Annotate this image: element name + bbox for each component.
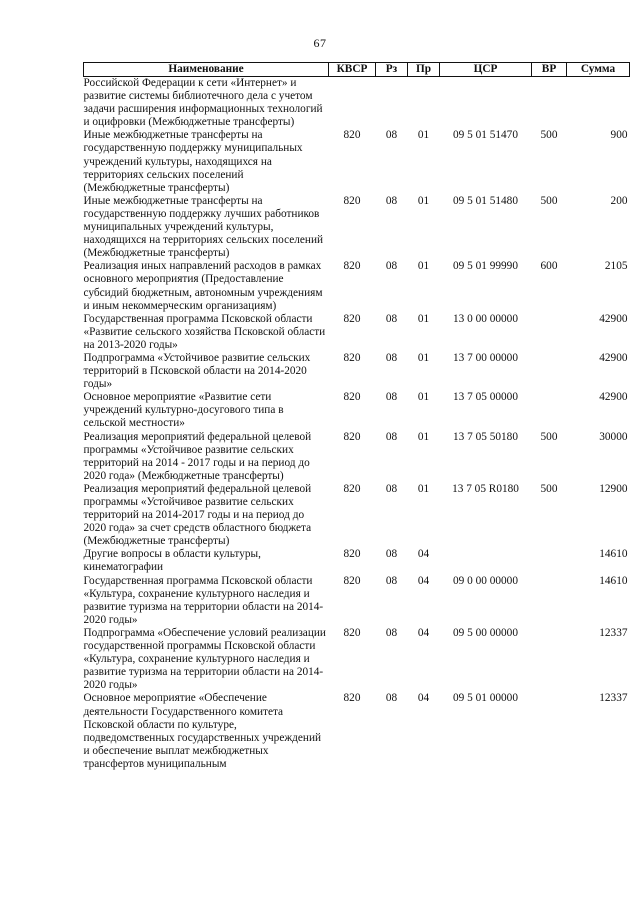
row-rz: 08 bbox=[385, 482, 398, 495]
row-vr bbox=[532, 352, 567, 391]
row-kvsr: 820 bbox=[343, 391, 361, 404]
table-row bbox=[84, 195, 630, 260]
row-pr: 01 bbox=[417, 430, 430, 443]
row-name: Реализация иных направлений расходов в рамках основного мероприятия (Предоставление субсидий бюджетным, автономным учреждениям и иным некоммерческим организациям) bbox=[83, 260, 323, 312]
row-csr: 09 5 00 00000 bbox=[453, 626, 518, 639]
row-rz: 08 bbox=[385, 312, 398, 325]
row-kvsr: 820 bbox=[343, 692, 361, 705]
row-sum: 900 bbox=[610, 129, 628, 142]
row-vr bbox=[532, 575, 567, 627]
row-pr: 01 bbox=[417, 312, 430, 325]
row-sum: 14610 bbox=[599, 548, 628, 561]
row-csr: 13 7 05 50180 bbox=[453, 430, 518, 443]
row-csr: 09 5 01 00000 bbox=[453, 692, 518, 705]
row-vr bbox=[532, 391, 567, 430]
row-pr: 04 bbox=[417, 626, 430, 639]
row-pr: 01 bbox=[417, 129, 430, 142]
row-csr: 09 5 01 99990 bbox=[453, 260, 518, 273]
row-sum: 42900 bbox=[599, 312, 628, 325]
header-name: Наименование bbox=[84, 63, 329, 77]
page-number: 67 bbox=[313, 36, 327, 50]
row-vr: 500 bbox=[540, 194, 558, 207]
row-rz: 08 bbox=[385, 430, 398, 443]
row-vr bbox=[532, 548, 567, 574]
row-kvsr: 820 bbox=[343, 260, 361, 273]
row-rz bbox=[376, 77, 408, 130]
row-name: Реализация мероприятий федеральной целевой программы «Устойчивое развитие сельских территорий на 2014-2017 годы и на период до 2020 года» за счет средств областного бюджета (Межбюджетные трансферты) bbox=[83, 482, 312, 548]
row-kvsr bbox=[329, 77, 376, 130]
row-vr bbox=[532, 692, 567, 771]
row-pr: 01 bbox=[417, 391, 430, 404]
table-row bbox=[84, 352, 630, 391]
row-name: Государственная программа Псковской области «Развитие сельского хозяйства Псковской области на 2013-2020 годы» bbox=[83, 312, 326, 351]
row-name: Основное мероприятие «Обеспечение деятельности Государственного комитета Псковской области по культуре, подведомственных государственных учреждений и обеспечение выплат межбюджетных трансфертов муниципальным bbox=[83, 692, 322, 770]
row-sum: 30000 bbox=[599, 430, 628, 443]
header-csr: ЦСР bbox=[440, 63, 532, 77]
row-name: Российской Федерации к сети «Интернет» и развитие системы библиотечного дела с учетом задачи расширения информационных технологий и оцифровки (Межбюджетные трансферты) bbox=[83, 77, 323, 129]
table-row bbox=[84, 548, 630, 574]
table-row bbox=[84, 692, 630, 771]
row-csr: 13 0 00 00000 bbox=[453, 312, 518, 325]
row-kvsr: 820 bbox=[343, 351, 361, 364]
row-pr bbox=[408, 77, 440, 130]
row-vr: 500 bbox=[540, 129, 558, 142]
row-pr: 01 bbox=[417, 260, 430, 273]
row-kvsr: 820 bbox=[343, 574, 361, 587]
row-kvsr: 820 bbox=[343, 626, 361, 639]
row-name: Подпрограмма «Обеспечение условий реализации государственной программы Псковской области «Культура, сохранение культурного наследия и развитие туризма на территории области на 2014-2020 годы» bbox=[83, 626, 326, 692]
row-rz: 08 bbox=[385, 391, 398, 404]
row-sum bbox=[567, 77, 630, 130]
header-kvsr: КВСР bbox=[329, 63, 376, 77]
row-csr: 13 7 00 00000 bbox=[453, 351, 518, 364]
row-rz: 08 bbox=[385, 129, 398, 142]
table-row bbox=[84, 431, 630, 483]
row-vr: 600 bbox=[540, 260, 558, 273]
table-row bbox=[84, 391, 630, 430]
row-rz: 08 bbox=[385, 574, 398, 587]
row-csr: 09 0 00 00000 bbox=[453, 574, 518, 587]
row-sum: 14610 bbox=[599, 574, 628, 587]
header-rz: Рз bbox=[376, 63, 408, 77]
row-rz: 08 bbox=[385, 548, 398, 561]
row-rz: 08 bbox=[385, 194, 398, 207]
row-rz: 08 bbox=[385, 260, 398, 273]
row-kvsr: 820 bbox=[343, 194, 361, 207]
table-row bbox=[84, 77, 630, 130]
table-row bbox=[84, 575, 630, 627]
row-sum: 200 bbox=[610, 194, 628, 207]
row-sum: 12337 bbox=[599, 692, 628, 705]
row-vr bbox=[532, 313, 567, 352]
table-row bbox=[84, 313, 630, 352]
row-name: Подпрограмма «Устойчивое развитие сельских территорий в Псковской области на 2014-2020 годы» bbox=[83, 351, 311, 391]
row-kvsr: 820 bbox=[343, 548, 361, 561]
row-csr: 09 5 01 51470 bbox=[453, 129, 518, 142]
row-vr bbox=[532, 627, 567, 692]
table-header-row bbox=[84, 63, 630, 77]
row-sum: 12337 bbox=[599, 626, 628, 639]
row-pr: 04 bbox=[417, 574, 430, 587]
row-name: Иные межбюджетные трансферты на государственную поддержку муниципальных учреждений культуры, находящихся на территориях сельских поселений (Межбюджетные трансферты) bbox=[83, 129, 303, 194]
row-pr: 04 bbox=[417, 548, 430, 561]
row-kvsr: 820 bbox=[343, 430, 361, 443]
budget-table bbox=[83, 62, 630, 771]
row-rz: 08 bbox=[385, 692, 398, 705]
row-kvsr: 820 bbox=[343, 312, 361, 325]
budget-table-container bbox=[83, 62, 629, 771]
row-csr: 13 7 05 00000 bbox=[453, 391, 518, 404]
row-pr: 01 bbox=[417, 482, 430, 495]
row-name: Иные межбюджетные трансферты на государственную поддержку лучших работников муниципальных учреждений культуры, находящихся на территориях сельских поселений (Межбюджетные трансферты) bbox=[83, 194, 324, 260]
row-pr: 01 bbox=[417, 351, 430, 364]
row-sum: 42900 bbox=[599, 351, 628, 364]
row-name: Основное мероприятие «Развитие сети учреждений культурно-досугового типа в сельской местности» bbox=[83, 391, 284, 430]
row-csr bbox=[440, 548, 532, 574]
row-sum: 12900 bbox=[599, 482, 628, 495]
row-rz: 08 bbox=[385, 626, 398, 639]
table-row bbox=[84, 483, 630, 548]
row-pr: 04 bbox=[417, 692, 430, 705]
row-name: Государственная программа Псковской области «Культура, сохранение культурного наследия и развитие туризма на территории области на 2014-2020 годы» bbox=[83, 574, 324, 626]
row-name: Реализация мероприятий федеральной целевой программы «Устойчивое развитие сельских территорий на 2014 - 2017 годы и на период до 2020 года» (Межбюджетные трансферты) bbox=[83, 430, 312, 482]
row-kvsr: 820 bbox=[343, 482, 361, 495]
table-row bbox=[84, 627, 630, 692]
row-vr bbox=[532, 77, 567, 130]
row-vr: 500 bbox=[540, 430, 558, 443]
header-sum: Сумма bbox=[567, 63, 630, 77]
row-csr: 13 7 05 R0180 bbox=[452, 482, 519, 495]
row-rz: 08 bbox=[385, 351, 398, 364]
row-kvsr: 820 bbox=[343, 129, 361, 142]
row-sum: 2105 bbox=[604, 260, 628, 273]
row-pr: 01 bbox=[417, 194, 430, 207]
row-vr: 500 bbox=[540, 482, 558, 495]
row-name: Другие вопросы в области культуры, кинематографии bbox=[83, 548, 261, 574]
header-pr: Пр bbox=[408, 63, 440, 77]
row-sum: 42900 bbox=[599, 391, 628, 404]
row-csr: 09 5 01 51480 bbox=[453, 194, 518, 207]
row-csr bbox=[440, 77, 532, 130]
header-vr: ВР bbox=[532, 63, 567, 77]
table-row bbox=[84, 260, 630, 312]
table-row bbox=[84, 129, 630, 194]
